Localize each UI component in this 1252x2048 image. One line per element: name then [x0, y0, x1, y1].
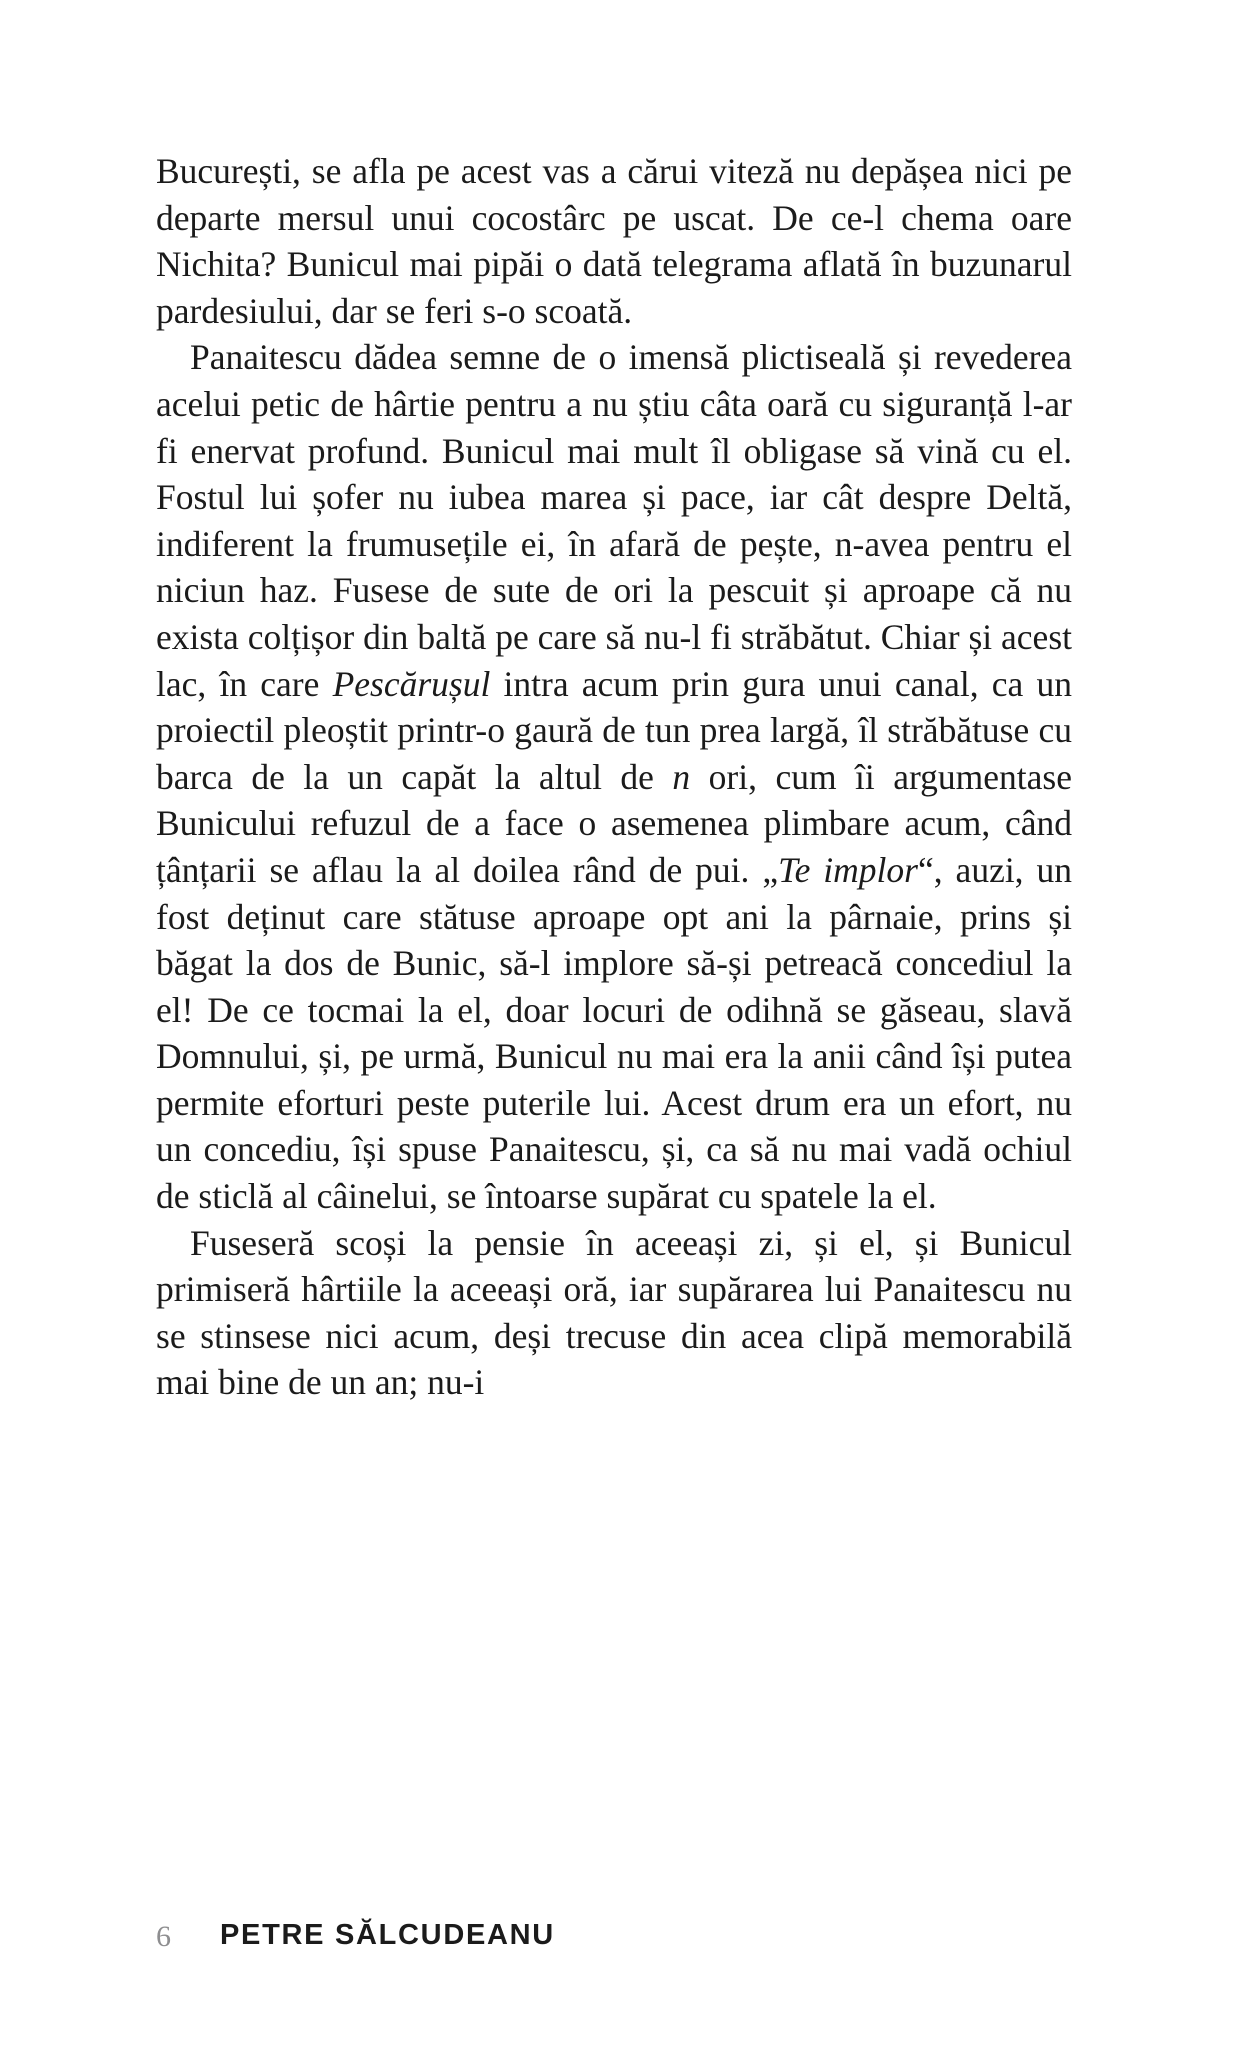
run-roman-4: “, auzi, un fost deținut care stătuse aproape opt ani la pârnaie, prins și băgat la dos de Bunic, să-l implore să-și petreacă concediul la el! De ce tocmai la el, doar locuri de odihnă se găseau, slavă Domnului, și, pe urmă, Bunicul nu mai era la anii când își putea permite eforturi peste puterile lui. Acest drum era un efort, nu un concediu, își spuse Panaitescu, și, ca să nu mai vadă ochiul de sticlă al câinelui, se întoarse supărat cu spatele la el. [156, 849, 1073, 1217]
run-roman-1: Panaitescu dădea semne de o imensă plictiseală și revederea acelui petic de hârtie pentru a nu știu câta oară cu siguranță l-ar fi enervat profund. Bunicul mai mult îl obligase să vină cu el. Fostul lui șofer nu iubea marea și pace, iar cât despre Deltă, indiferent la frumusețile ei, în afară de pește, n-avea pentru el niciun haz. Fusese de sute de ori la pescuit și aproape că nu exista colțișor din baltă pe care să nu-l fi străbătut. Chiar și acest lac, în care [156, 337, 1072, 704]
paragraph-2 [156, 334, 1072, 1219]
page-text-block [156, 148, 1072, 1406]
running-head-author: PETRE SĂLCUDEANU [220, 1919, 555, 1951]
paragraph-3: Fuseseră scoși la pensie în aceeași zi, și el, și Bunicul primiseră hârtiile la aceeași oră, iar supărarea lui Panaitescu nu se stinsese nici acum, deși trecuse din acea clipă memorabilă mai bine de un an; nu-i [156, 1222, 1072, 1403]
page-footer [156, 1914, 1072, 1958]
variable-n-italic: n [672, 756, 691, 797]
ship-name-italic: Pescărușul [332, 663, 491, 704]
quoted-plea-italic: Te implor [778, 849, 918, 890]
page-number: 6 [156, 1920, 171, 1953]
run-roman-2: intra acum prin gura unui canal, ca un proiectil pleoștit printr-o gaură de tun prea largă, îl străbătuse cu barca de la un capăt la altul de [156, 663, 1072, 797]
paragraph-1: București, se afla pe acest vas a cărui viteză nu depășea nici pe departe mersul unui cocostârc pe uscat. De ce-l chema oare Nichita? Bunicul mai pipăi o dată telegrama aflată în buzunarul pardesiului, dar se feri s-o scoată. [156, 151, 1072, 331]
run-roman-3: ori, cum îi argumentase Bunicului refuzul de a face o asemenea plimbare acum, când țânțarii se aflau la al doilea rând de pui. „ [156, 756, 1072, 890]
